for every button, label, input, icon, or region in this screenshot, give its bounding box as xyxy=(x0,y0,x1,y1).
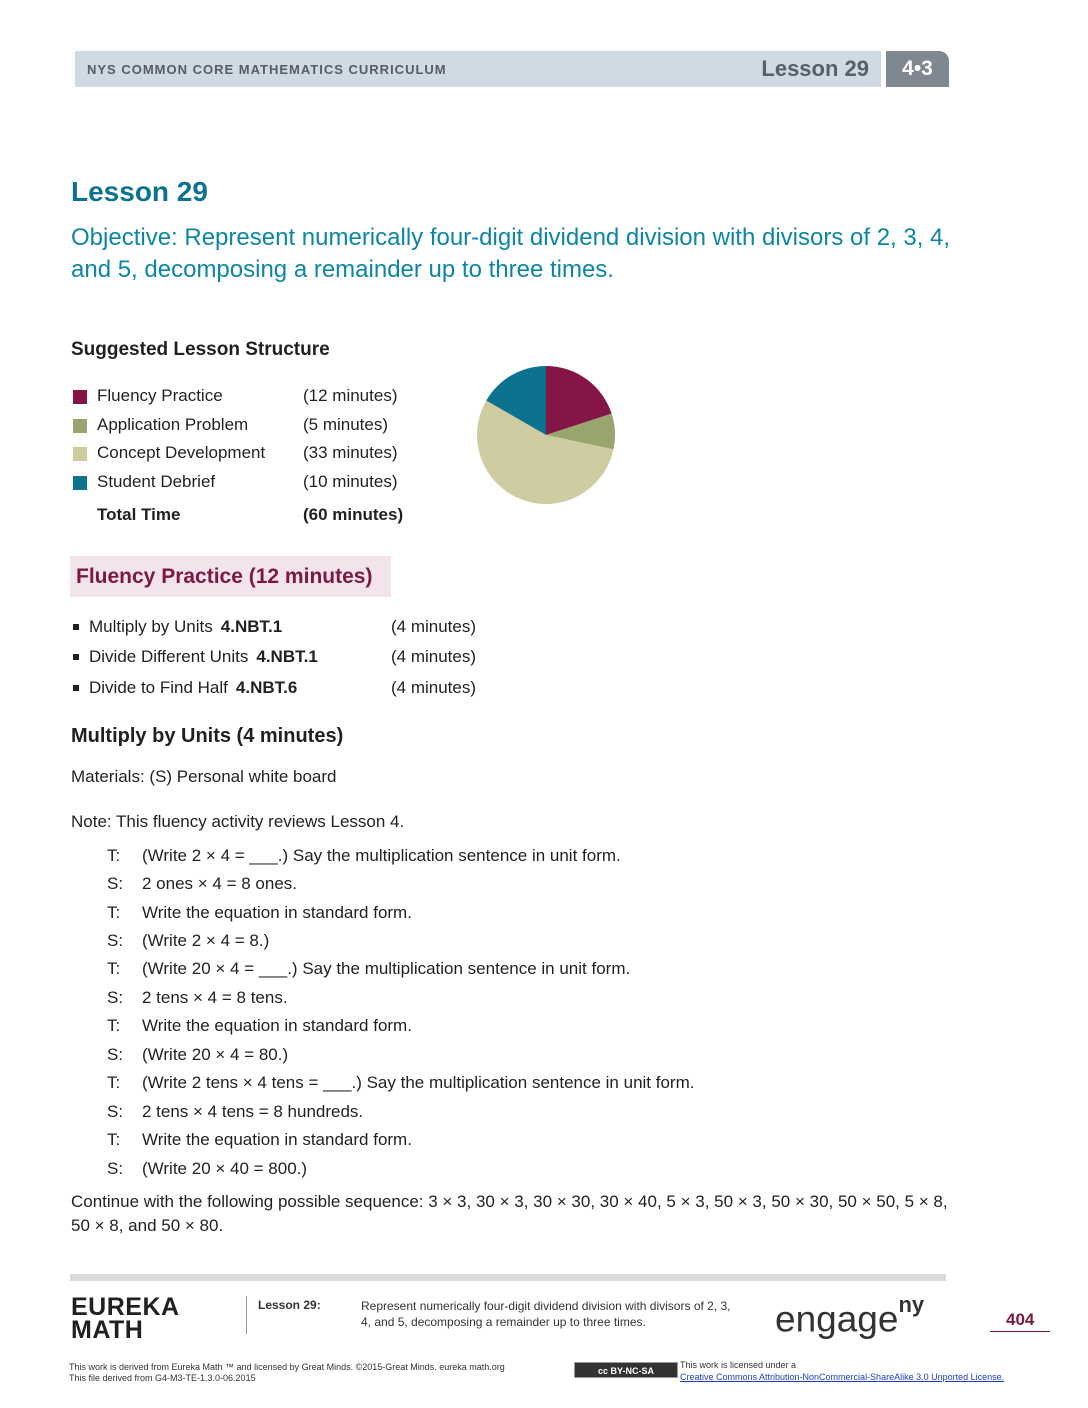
speaker: S: xyxy=(107,931,124,950)
eureka-math-logo: EUREKA MATH xyxy=(71,1293,180,1344)
structure-label: Fluency Practice xyxy=(97,386,223,405)
structure-time: (12 minutes) xyxy=(303,386,398,405)
structure-time: (33 minutes) xyxy=(303,443,398,462)
fluency-label: Multiply by Units xyxy=(89,617,213,636)
dialogue-text: (Write 20 × 4 = ___.) Say the multiplication sentence in unit form. xyxy=(142,959,631,978)
dialogue-text: 2 ones × 4 = 8 ones. xyxy=(142,874,298,893)
structure-time: (5 minutes) xyxy=(303,415,389,434)
license-text: This work is licensed under a xyxy=(680,1360,797,1370)
speaker: S: xyxy=(107,1045,124,1064)
continue-sequence: Continue with the following possible sequence: 3 × 3, 30 × 3, 30 × 30, 30 × 40, 5 × 3, 50 × 3, 50 × 30, 50 × 50, 5 × 8, 50 × 8, and 50 × 80. xyxy=(71,1192,948,1235)
header-bar xyxy=(75,51,881,87)
footer-lesson-desc: Represent numerically four-digit dividend division with divisors of 2, 3, 4, and 5, decomposing a remainder up to three times. xyxy=(361,1299,731,1329)
dialogue-text: 2 tens × 4 = 8 tens. xyxy=(142,988,288,1007)
page-number: 404 xyxy=(1006,1310,1035,1329)
legend-swatch xyxy=(73,419,87,433)
bullet-icon xyxy=(73,624,79,630)
lesson-title: Lesson 29 xyxy=(71,176,208,207)
fluency-heading: Fluency Practice (12 minutes) xyxy=(76,565,373,588)
module-badge: 4•3 xyxy=(886,51,949,87)
lesson-structure-pie xyxy=(475,364,617,506)
structure-label: Student Debrief xyxy=(97,472,216,491)
speaker: S: xyxy=(107,1159,124,1178)
structure-heading: Suggested Lesson Structure xyxy=(71,339,330,360)
speaker: S: xyxy=(107,1102,124,1121)
fluency-label: Divide Different Units xyxy=(89,647,249,666)
total-time: (60 minutes) xyxy=(303,505,404,524)
speaker: S: xyxy=(107,988,124,1007)
structure-time: (10 minutes) xyxy=(303,472,398,491)
fluency-label: Divide to Find Half xyxy=(89,678,228,697)
fluency-standard: 4.NBT.6 xyxy=(235,678,298,697)
license-link[interactable]: Creative Commons Attribution-NonCommercial-ShareAlike 3.0 Unported License. xyxy=(680,1372,1005,1382)
dialogue-text: (Write 2 tens × 4 tens = ___.) Say the multiplication sentence in unit form. xyxy=(142,1073,695,1092)
dialogue-text: 2 tens × 4 tens = 8 hundreds. xyxy=(142,1102,364,1121)
legend-swatch xyxy=(73,447,87,461)
lesson-objective: Objective: Represent numerically four-digit dividend division with divisors of 2, 3, 4, and 5, decomposing a remainder up to three times. xyxy=(71,224,951,283)
dialogue-text: (Write 20 × 40 = 800.) xyxy=(142,1159,308,1178)
cc-license-badge: cc BY-NC-SA xyxy=(574,1362,678,1378)
bullet-icon xyxy=(73,654,79,660)
dialogue-text: Write the equation in standard form. xyxy=(142,1130,412,1149)
curriculum-name: NYS COMMON CORE MATHEMATICS CURRICULUM xyxy=(87,62,447,77)
engageny-logo: engage$^{ny}$ xyxy=(775,1292,925,1340)
fluency-time: (4 minutes) xyxy=(391,617,477,636)
credit-line-2: This file derived from G4-M3-TE-1.3.0-06.2015 xyxy=(69,1373,256,1383)
fluency-standard: 4.NBT.1 xyxy=(220,617,283,636)
legend-swatch xyxy=(73,476,87,490)
speaker: T: xyxy=(107,1016,121,1035)
note: Note: This fluency activity reviews Lesson 4. xyxy=(71,812,405,831)
speaker: S: xyxy=(107,874,124,893)
dialogue-text: Write the equation in standard form. xyxy=(142,903,412,922)
dialogue-text: (Write 20 × 4 = 80.) xyxy=(142,1045,289,1064)
speaker: T: xyxy=(107,959,121,978)
structure-label: Application Problem xyxy=(97,415,249,434)
credit-line-1: This work is derived from Eureka Math ™ and licensed by Great Minds. ©2015-Great Minds. eureka math.org xyxy=(69,1362,505,1372)
total-label: Total Time xyxy=(97,505,181,524)
legend-swatch xyxy=(73,390,87,404)
fluency-heading-box xyxy=(70,556,391,597)
speaker: T: xyxy=(107,846,121,865)
dialogue-text: (Write 2 × 4 = ___.) Say the multiplication sentence in unit form. xyxy=(142,846,621,865)
section-heading: Multiply by Units (4 minutes) xyxy=(71,725,344,747)
fluency-time: (4 minutes) xyxy=(391,678,477,697)
footer-divider xyxy=(70,1274,946,1281)
dialogue-text: (Write 2 × 4 = 8.) xyxy=(142,931,270,950)
page-number-underline xyxy=(990,1331,1050,1332)
page-header xyxy=(75,51,949,87)
bullet-icon xyxy=(73,685,79,691)
footer-separator xyxy=(246,1296,247,1334)
speaker: T: xyxy=(107,1130,121,1149)
fluency-standard: 4.NBT.1 xyxy=(256,647,318,666)
fluency-time: (4 minutes) xyxy=(391,647,477,666)
speaker: T: xyxy=(107,1073,121,1092)
structure-label: Concept Development xyxy=(97,443,266,462)
dialogue-text: Write the equation in standard form. xyxy=(142,1016,412,1035)
materials: Materials: (S) Personal white board xyxy=(71,767,337,786)
footer-lesson-label: Lesson 29: xyxy=(258,1298,321,1312)
speaker: T: xyxy=(107,903,121,922)
header-lesson: Lesson 29 xyxy=(761,56,869,81)
